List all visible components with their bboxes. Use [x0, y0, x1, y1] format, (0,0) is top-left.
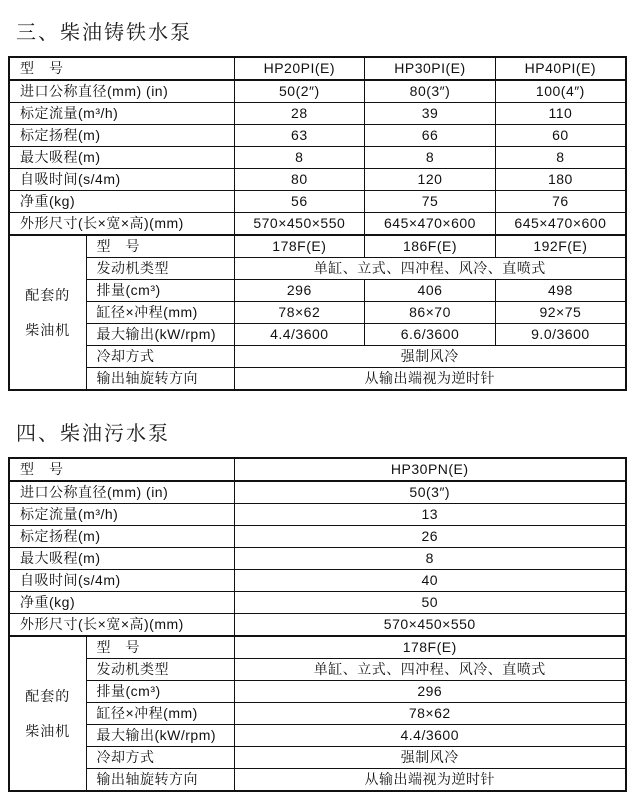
- engine-value-cell: 406: [365, 280, 496, 302]
- engine-group-label: [9, 235, 86, 390]
- spec-row-label: 进口公称直径(mm) (in): [9, 481, 234, 504]
- engine-row-label: 最大输出(kW/rpm): [86, 324, 234, 346]
- pump-spec-row: [9, 481, 626, 504]
- spec-value-cell: 8: [234, 548, 626, 570]
- engine-spec-row: [9, 769, 626, 792]
- spec-value-cell: 120: [365, 169, 496, 191]
- spec-value-cell: 66: [365, 125, 496, 147]
- engine-group-label-line: 柴油机: [25, 321, 71, 338]
- engine-row-label: 排量(cm³): [86, 280, 234, 302]
- engine-value-cell: 4.4/3600: [234, 324, 365, 346]
- model-header-row: [9, 458, 626, 481]
- pump-spec-row: [9, 526, 626, 548]
- model-header-row: [9, 57, 626, 80]
- engine-value-cell: 9.0/3600: [495, 324, 626, 346]
- spec-row-label: 外形尺寸(长×宽×高)(mm): [9, 614, 234, 637]
- engine-row-label: 型 号: [86, 235, 234, 258]
- spec-value-cell: 180: [495, 169, 626, 191]
- engine-spec-row: [9, 747, 626, 769]
- spec-row-label: 净重(kg): [9, 191, 234, 213]
- model-name-header: HP30PN(E): [234, 458, 626, 481]
- pump-spec-row: [9, 504, 626, 526]
- spec-value-cell: 100(4″): [495, 80, 626, 103]
- model-name-header: HP20PI(E): [234, 57, 365, 80]
- spec-row-label: 最大吸程(m): [9, 548, 234, 570]
- engine-value-cell: 178F(E): [234, 636, 626, 659]
- section-title-sewage-pump: 四、柴油污水泵: [16, 423, 170, 445]
- model-header-label: 型 号: [9, 458, 234, 481]
- pump-spec-row: [9, 592, 626, 614]
- engine-spec-row: [9, 324, 626, 346]
- engine-value-cell: 296: [234, 280, 365, 302]
- engine-row-label: 输出轴旋转方向: [86, 368, 234, 391]
- spec-value-cell: 60: [495, 125, 626, 147]
- spec-value-cell: 50(2″): [234, 80, 365, 103]
- pump-spec-row: [9, 191, 626, 213]
- spec-value-cell: 26: [234, 526, 626, 548]
- engine-row-label: 缸径×冲程(mm): [86, 703, 234, 725]
- engine-spec-row: [9, 346, 626, 368]
- engine-row-label: 缸径×冲程(mm): [86, 302, 234, 324]
- spec-row-label: 净重(kg): [9, 592, 234, 614]
- engine-spec-row: [9, 235, 626, 258]
- spec-value-cell: 645×470×600: [495, 213, 626, 236]
- pump-spec-row: [9, 147, 626, 169]
- engine-spec-row: [9, 258, 626, 280]
- spec-value-cell: 50(3″): [234, 481, 626, 504]
- spec-value-cell: 63: [234, 125, 365, 147]
- engine-value-cell: 从输出端视为逆时针: [234, 368, 626, 391]
- engine-value-cell: 单缸、立式、四冲程、风冷、直喷式: [234, 659, 626, 681]
- spec-row-label: 最大吸程(m): [9, 147, 234, 169]
- spec-value-cell: 39: [365, 103, 496, 125]
- engine-value-cell: 6.6/3600: [365, 324, 496, 346]
- spec-value-cell: 80: [234, 169, 365, 191]
- spec-row-label: 进口公称直径(mm) (in): [9, 80, 234, 103]
- spec-row-label: 标定流量(m³/h): [9, 103, 234, 125]
- spec-value-cell: 8: [234, 147, 365, 169]
- engine-value-cell: 92×75: [495, 302, 626, 324]
- pump-spec-row: [9, 570, 626, 592]
- engine-value-cell: 498: [495, 280, 626, 302]
- spec-row-label: 标定扬程(m): [9, 125, 234, 147]
- pump-spec-row: [9, 103, 626, 125]
- engine-row-label: 冷却方式: [86, 747, 234, 769]
- spec-value-cell: 570×450×550: [234, 614, 626, 637]
- spec-value-cell: 56: [234, 191, 365, 213]
- spec-value-cell: 13: [234, 504, 626, 526]
- sewage-pump-spec-table: [8, 457, 627, 792]
- engine-spec-row: [9, 681, 626, 703]
- spec-value-cell: 75: [365, 191, 496, 213]
- spec-row-label: 外形尺寸(长×宽×高)(mm): [9, 213, 234, 236]
- pump-spec-row: [9, 125, 626, 147]
- engine-value-cell: 78×62: [234, 703, 626, 725]
- section-title-cast-iron-pump: 三、柴油铸铁水泵: [16, 22, 192, 44]
- engine-value-cell: 从输出端视为逆时针: [234, 769, 626, 792]
- engine-value-cell: 178F(E): [234, 235, 365, 258]
- engine-value-cell: 78×62: [234, 302, 365, 324]
- spec-value-cell: 8: [365, 147, 496, 169]
- pump-spec-row: [9, 614, 626, 637]
- model-name-header: HP40PI(E): [495, 57, 626, 80]
- engine-spec-row: [9, 703, 626, 725]
- engine-row-label: 型 号: [86, 636, 234, 659]
- engine-value-cell: 86×70: [365, 302, 496, 324]
- spec-value-cell: 50: [234, 592, 626, 614]
- cast-iron-pump-spec-table: [8, 56, 627, 391]
- engine-group-label-line: 柴油机: [25, 722, 71, 739]
- engine-row-label: 排量(cm³): [86, 681, 234, 703]
- spec-row-label: 自吸时间(s/4m): [9, 570, 234, 592]
- spec-row-label: 标定流量(m³/h): [9, 504, 234, 526]
- engine-spec-row: [9, 368, 626, 391]
- model-name-header: HP30PI(E): [365, 57, 496, 80]
- engine-row-label: 冷却方式: [86, 346, 234, 368]
- engine-value-cell: 单缸、立式、四冲程、风冷、直喷式: [234, 258, 626, 280]
- engine-value-cell: 4.4/3600: [234, 725, 626, 747]
- engine-spec-row: [9, 280, 626, 302]
- engine-group-label: [9, 636, 86, 791]
- pump-spec-row: [9, 80, 626, 103]
- spec-value-cell: 570×450×550: [234, 213, 365, 236]
- pump-spec-row: [9, 548, 626, 570]
- spec-value-cell: 40: [234, 570, 626, 592]
- spec-value-cell: 76: [495, 191, 626, 213]
- spec-value-cell: 80(3″): [365, 80, 496, 103]
- engine-value-cell: 强制风冷: [234, 346, 626, 368]
- engine-value-cell: 192F(E): [495, 235, 626, 258]
- engine-row-label: 发动机类型: [86, 659, 234, 681]
- engine-row-label: 发动机类型: [86, 258, 234, 280]
- engine-row-label: 最大输出(kW/rpm): [86, 725, 234, 747]
- engine-group-label-line: 配套的: [25, 286, 71, 303]
- engine-spec-row: [9, 636, 626, 659]
- spec-value-cell: 110: [495, 103, 626, 125]
- engine-row-label: 输出轴旋转方向: [86, 769, 234, 792]
- pump-spec-row: [9, 213, 626, 236]
- spec-row-label: 自吸时间(s/4m): [9, 169, 234, 191]
- spec-value-cell: 645×470×600: [365, 213, 496, 236]
- model-header-label: 型 号: [9, 57, 234, 80]
- spec-value-cell: 28: [234, 103, 365, 125]
- spec-value-cell: 8: [495, 147, 626, 169]
- spec-row-label: 标定扬程(m): [9, 526, 234, 548]
- engine-value-cell: 296: [234, 681, 626, 703]
- engine-spec-row: [9, 659, 626, 681]
- engine-spec-row: [9, 725, 626, 747]
- engine-spec-row: [9, 302, 626, 324]
- pump-spec-row: [9, 169, 626, 191]
- engine-value-cell: 186F(E): [365, 235, 496, 258]
- engine-value-cell: 强制风冷: [234, 747, 626, 769]
- engine-group-label-line: 配套的: [25, 687, 71, 704]
